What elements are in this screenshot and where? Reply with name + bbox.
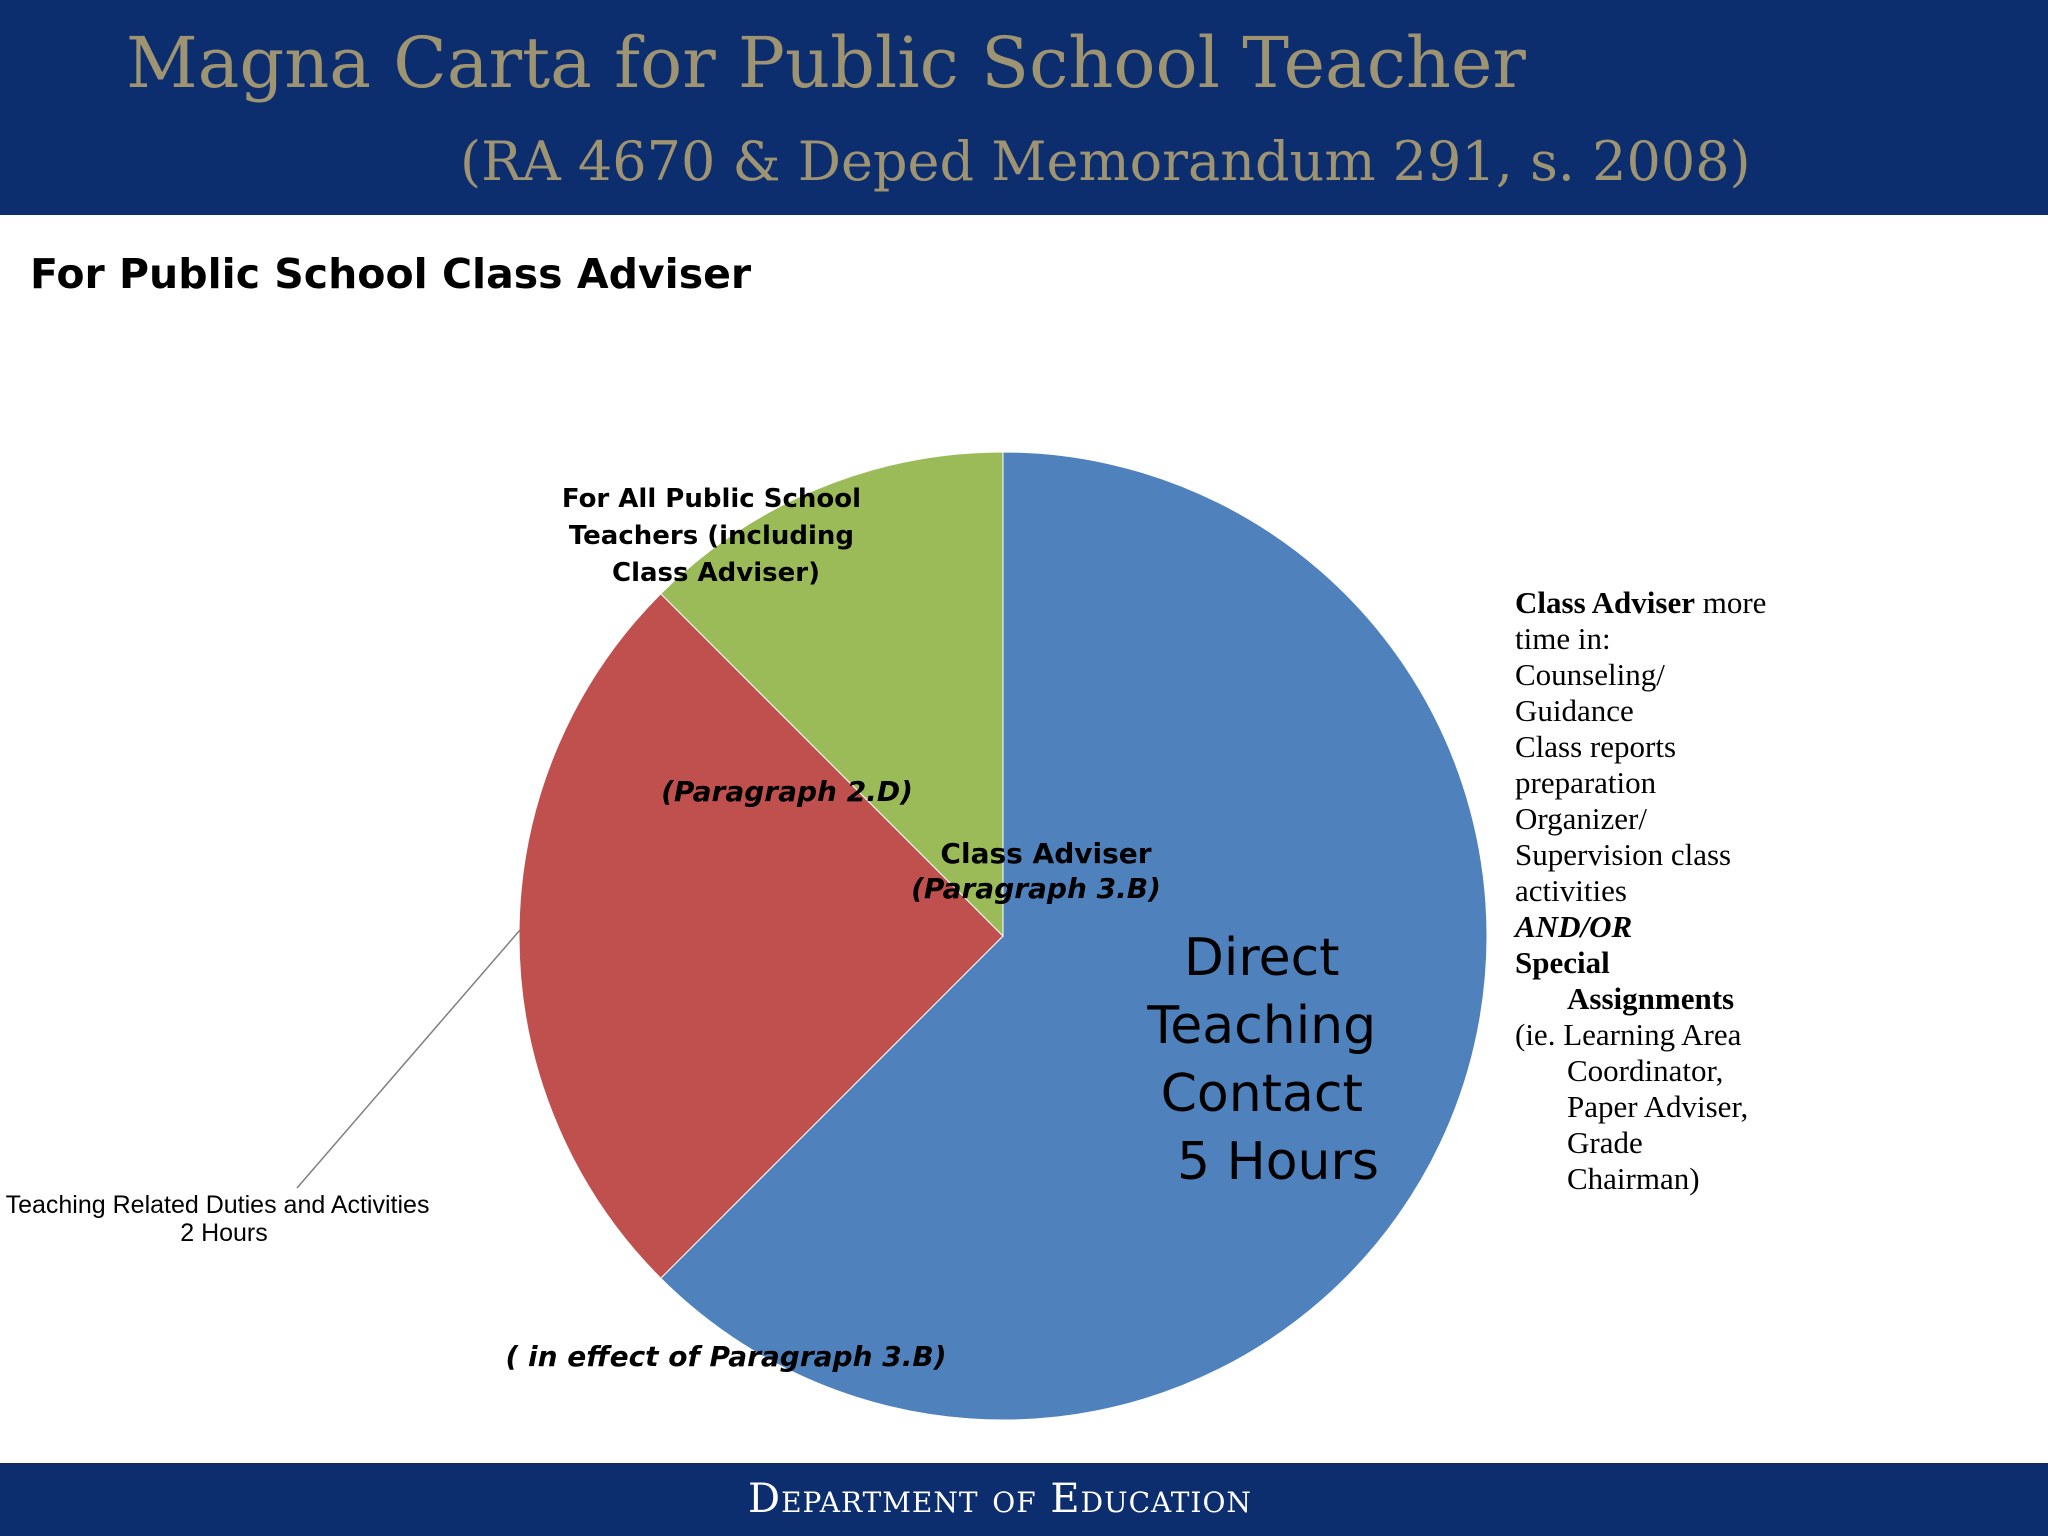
note-line: Class reports: [1515, 729, 1677, 764]
note-line: time in:: [1515, 621, 1611, 656]
slice-label-direct-teaching: Direct Teaching Contact 5 Hours: [1147, 928, 1379, 1192]
slide-title: Magna Carta for Public School Teacher: [126, 22, 1526, 104]
annotation-class-adviser: Class Adviser: [940, 837, 1152, 870]
note-line: Special: [1515, 945, 1610, 980]
note-line: Supervision class: [1515, 837, 1732, 872]
annotation-paragraph-3b: (Paragraph 3.B): [911, 872, 1161, 905]
note-line: Counseling/: [1515, 657, 1665, 692]
note-line: Coordinator,: [1567, 1053, 1724, 1088]
slide-subtitle: (RA 4670 & Deped Memorandum 291, s. 2008): [460, 130, 1751, 193]
note-line: Paper Adviser,: [1567, 1089, 1749, 1124]
note-line: Chairman): [1567, 1161, 1700, 1196]
class-adviser-note: [1515, 585, 1815, 1197]
annotation-paragraph-2d: (Paragraph 2.D): [661, 775, 913, 808]
note-line: Grade: [1567, 1125, 1643, 1160]
footer-department: Department of Education: [748, 1476, 1252, 1522]
note-line: activities: [1515, 873, 1627, 908]
annotation-in-effect: ( in effect of Paragraph 3.B): [505, 1340, 947, 1373]
section-heading: For Public School Class Adviser: [30, 250, 752, 298]
slice-label-teaching-related: Teaching Related Duties and Activities 2 Hours: [5, 1191, 430, 1247]
note-line: Organizer/: [1515, 801, 1647, 836]
note-line: AND/OR: [1515, 909, 1633, 944]
slice-label-all-teachers: For All Public School Teachers (including Class Adviser): [561, 484, 862, 588]
note-line: (ie. Learning Area: [1515, 1017, 1742, 1052]
note-line: Assignments: [1567, 981, 1735, 1016]
note-line: preparation: [1515, 765, 1657, 800]
leader-line: [297, 930, 520, 1188]
note-line: Class Adviser more: [1515, 585, 1767, 620]
note-line: Guidance: [1515, 693, 1634, 728]
